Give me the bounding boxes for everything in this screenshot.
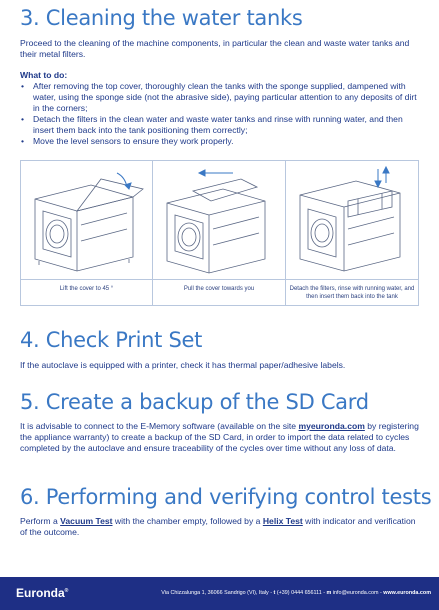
caption-divider — [286, 279, 418, 280]
tests-text-a: Perform a — [20, 516, 61, 526]
cleaning-intro: Proceed to the cleaning of the machine components, in particular the clean and waste water tanks and their metal filters. — [20, 38, 410, 59]
figure-strip — [20, 160, 419, 306]
tests-text-b: with the chamber empty, followed by a — [112, 516, 263, 526]
print-set-text: If the autoclave is equipped with a printer, check it has thermal paper/adhesive labels. — [20, 360, 346, 370]
vacuum-test-label: Vacuum Test — [60, 516, 113, 526]
figure-panel-lift-cover — [21, 161, 153, 305]
registered-mark: ® — [64, 588, 69, 594]
autoclave-pull-cover-illustration — [153, 161, 286, 279]
section-title-print-set: 4. Check Print Set — [20, 328, 203, 352]
bullet-icon: • — [21, 81, 25, 91]
todo-item-text: Move the level sensors to ensure they work properly. — [33, 136, 234, 146]
email-label: m — [326, 590, 332, 596]
footer-contact — [161, 590, 431, 596]
todo-item-text: After removing the top cover, thoroughly clean the tanks with the sponge supplied, dampened with water, using the sponge side (not the abrasive side), paying particular attention to any deposits of dirt in the corners; — [33, 81, 417, 113]
figure-panel-pull-cover — [153, 161, 286, 305]
euronda-logo — [16, 586, 68, 600]
backup-text-end: by registering the appliance warranty) to create a backup of the SD Card, in order to import the data related to cycles completed by the autoclave and ensure traceability of the cycles over time without any loss of data. — [20, 421, 419, 453]
todo-list — [20, 81, 420, 147]
figure-caption: Pull the cover towards you — [183, 286, 255, 292]
figure-panel-detach-filters — [286, 161, 418, 305]
figure-caption: Detach the filters, rinse with running water, and then insert them back into the tank — [289, 286, 415, 300]
footer-bar — [0, 577, 439, 610]
phone-label: t — [273, 590, 276, 596]
bullet-icon: • — [21, 114, 25, 124]
bullet-icon: • — [21, 136, 25, 146]
control-tests-text — [20, 516, 420, 538]
logo-text: Euronda — [16, 586, 65, 600]
footer-phone: (+39) 0444 656111 - — [275, 590, 327, 596]
todo-title: What to do: — [20, 70, 68, 80]
todo-item — [20, 114, 420, 136]
section-title-control-tests: 6. Performing and verifying control tests — [20, 485, 432, 509]
autoclave-filters-illustration — [286, 161, 418, 279]
footer-address: Via Chizzalunga 1, 36066 Sandrigo (VI), Italy - — [161, 590, 274, 596]
backup-text — [20, 421, 420, 454]
todo-item — [20, 81, 420, 114]
autoclave-lift-cover-illustration — [21, 161, 153, 279]
caption-divider — [153, 279, 285, 280]
backup-text-start: It is advisable to connect to the E-Memory software (available on the site — [20, 421, 299, 431]
myeuronda-link[interactable]: myeuronda.com — [298, 421, 365, 431]
caption-divider — [21, 279, 152, 280]
todo-item — [20, 136, 420, 147]
section-title-cleaning: 3. Cleaning the water tanks — [20, 6, 303, 30]
tests-text-c: with indicator and verification of the outcome. — [20, 516, 416, 537]
footer-email: info@euronda.com - — [331, 590, 384, 596]
footer-website[interactable]: www.euronda.com — [383, 590, 431, 596]
helix-test-label: Helix Test — [262, 516, 303, 526]
section-title-backup: 5. Create a backup of the SD Card — [20, 390, 369, 414]
todo-item-text: Detach the filters in the clean water and waste water tanks and rinse with running water, and then insert them back into the tank positioning them correctly; — [33, 114, 403, 135]
figure-caption: Lift the cover to 45 ° — [59, 286, 114, 292]
